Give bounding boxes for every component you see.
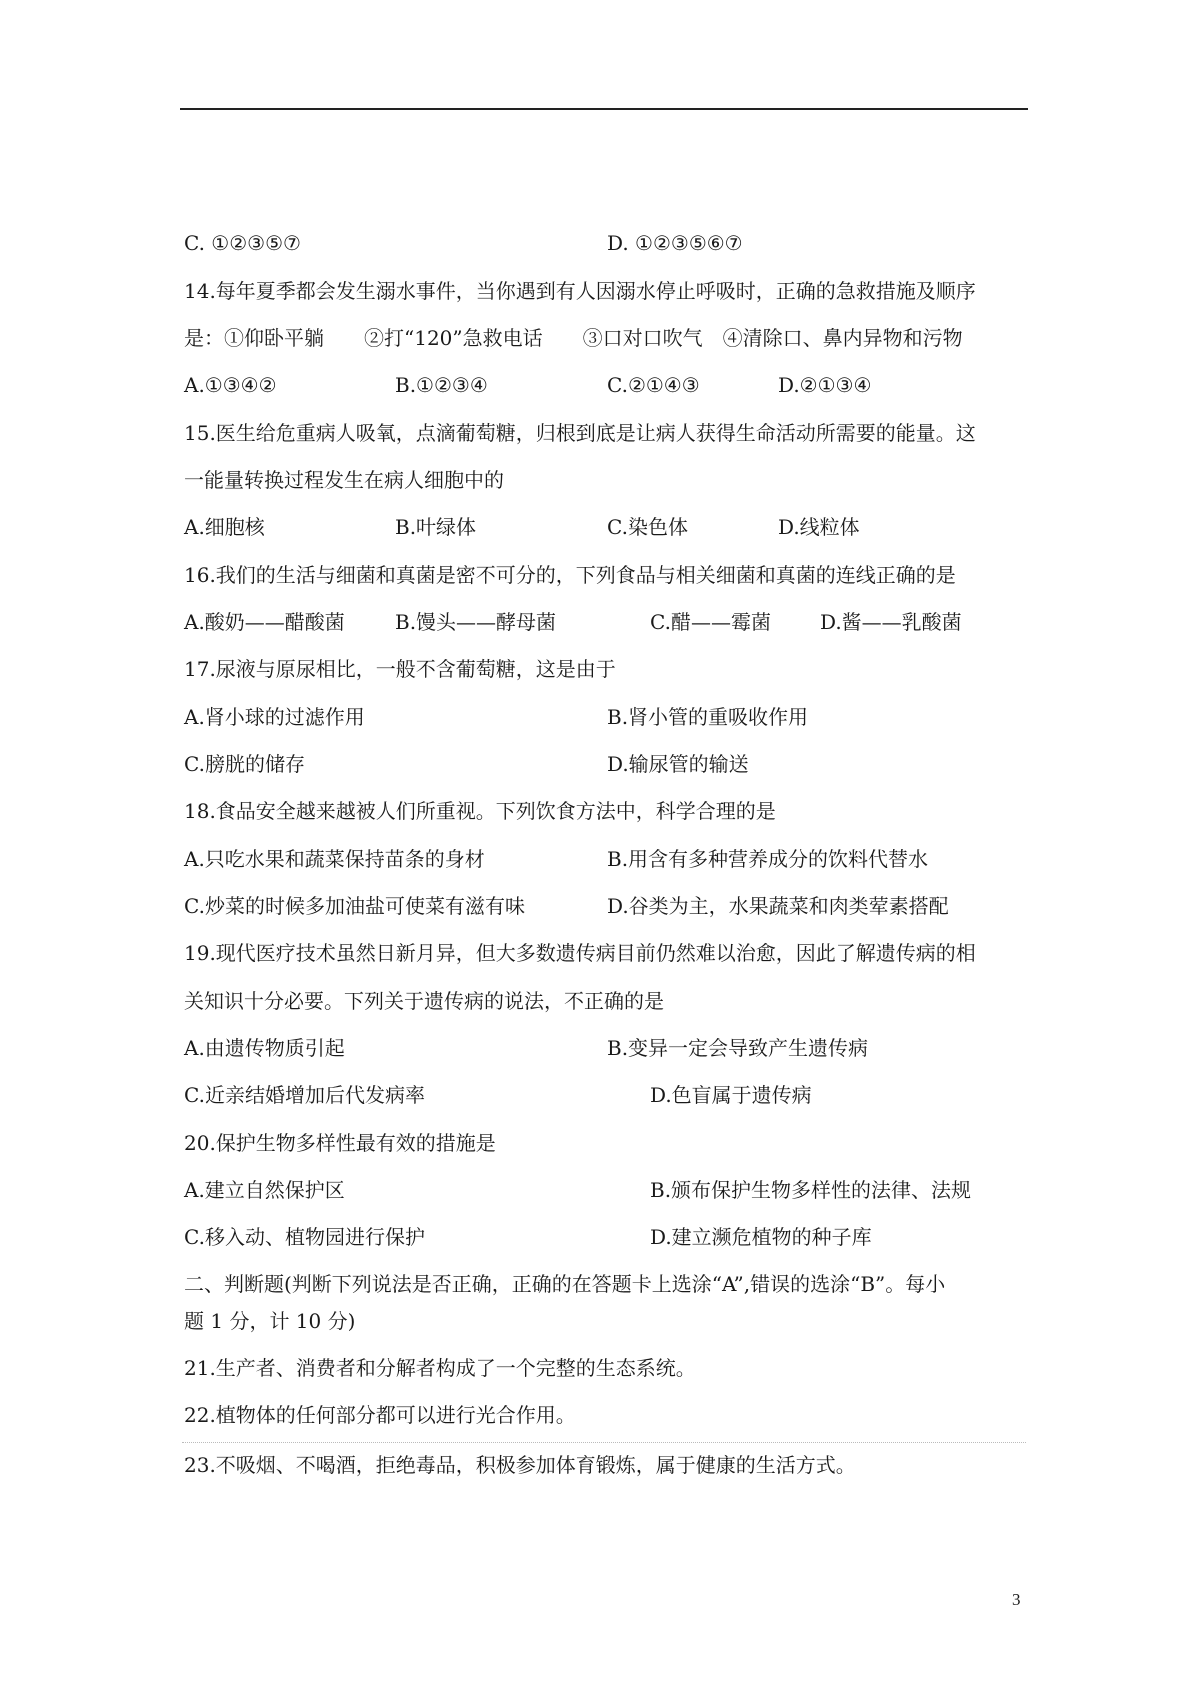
q13-option-d: D. ①②③⑤⑥⑦ [607, 231, 743, 255]
q17-option-b: B.肾小管的重吸收作用 [607, 705, 809, 729]
q17-stem: 17.尿液与原尿相比，一般不含葡萄糖，这是由于 [184, 657, 616, 681]
q18-option-a: A.只吃水果和蔬菜保持苗条的身材 [184, 847, 485, 871]
q19-option-d: D.色盲属于遗传病 [650, 1083, 812, 1107]
q20-option-a: A.建立自然保护区 [184, 1178, 345, 1202]
q18-option-c: C.炒菜的时候多加油盐可使菜有滋有味 [184, 894, 525, 918]
q14-stem-line1: 14.每年夏季都会发生溺水事件，当你遇到有人因溺水停止呼吸时，正确的急救措施及顺序 [184, 279, 976, 303]
q20-stem: 20.保护生物多样性最有效的措施是 [184, 1131, 496, 1155]
q15-stem-line1: 15.医生给危重病人吸氧，点滴葡萄糖，归根到底是让病人获得生命活动所需要的能量。这 [184, 421, 976, 445]
q16-option-b: B.馒头——酵母菌 [395, 610, 557, 634]
q15-option-c: C.染色体 [607, 515, 688, 539]
section2-heading-line2: 题 1 分，计 10 分) [184, 1309, 356, 1333]
q21-statement: 21.生产者、消费者和分解者构成了一个完整的生态系统。 [184, 1356, 696, 1380]
page-number: 3 [1012, 1590, 1021, 1609]
q14-option-c: C.②①④③ [607, 373, 700, 397]
q20-option-d: D.建立濒危植物的种子库 [650, 1225, 872, 1249]
q19-stem-line1: 19.现代医疗技术虽然日新月异，但大多数遗传病目前仍然难以治愈，因此了解遗传病的相 [184, 941, 976, 965]
q13-option-c: C. ①②③⑤⑦ [184, 231, 301, 255]
section2-heading-line1: 二、判断题(判断下列说法是否正确，正确的在答题卡上选涂“A”,错误的选涂“B”。每小 [184, 1272, 946, 1296]
q15-option-d: D.线粒体 [778, 515, 860, 539]
q22-statement: 22.植物体的任何部分都可以进行光合作用。 [184, 1403, 576, 1427]
header-rule [180, 108, 1028, 110]
q17-option-a: A.肾小球的过滤作用 [184, 705, 365, 729]
q20-option-b: B.颁布保护生物多样性的法律、法规 [650, 1178, 972, 1202]
q17-option-c: C.膀胱的储存 [184, 752, 305, 776]
q16-stem: 16.我们的生活与细菌和真菌是密不可分的，下列食品与相关细菌和真菌的连线正确的是 [184, 563, 956, 587]
q18-stem: 18.食品安全越来越被人们所重视。下列饮食方法中，科学合理的是 [184, 799, 776, 823]
dotted-separator [182, 1442, 1026, 1443]
q14-stem-line2: 是：①仰卧平躺 ②打“120”急救电话 ③口对口吹气 ④清除口、鼻内异物和污物 [184, 326, 963, 350]
q15-stem-line2: 一能量转换过程发生在病人细胞中的 [184, 468, 504, 492]
q14-option-b: B.①②③④ [395, 373, 488, 397]
q14-option-a: A.①③④② [184, 373, 277, 397]
q19-option-b: B.变异一定会导致产生遗传病 [607, 1036, 869, 1060]
q19-stem-line2: 关知识十分必要。下列关于遗传病的说法，不正确的是 [184, 989, 664, 1013]
q15-option-a: A.细胞核 [184, 515, 265, 539]
q17-option-d: D.输尿管的输送 [607, 752, 749, 776]
q19-option-c: C.近亲结婚增加后代发病率 [184, 1083, 425, 1107]
q19-option-a: A.由遗传物质引起 [184, 1036, 345, 1060]
q15-option-b: B.叶绿体 [395, 515, 477, 539]
q16-option-a: A.酸奶——醋酸菌 [184, 610, 345, 634]
q23-statement: 23.不吸烟、不喝酒，拒绝毒品，积极参加体育锻炼，属于健康的生活方式。 [184, 1453, 856, 1477]
q20-option-c: C.移入动、植物园进行保护 [184, 1225, 425, 1249]
q16-option-d: D.酱——乳酸菌 [820, 610, 962, 634]
q16-option-c: C.醋——霉菌 [650, 610, 771, 634]
q14-option-d: D.②①③④ [778, 373, 872, 397]
q18-option-d: D.谷类为主，水果蔬菜和肉类荤素搭配 [607, 894, 949, 918]
q18-option-b: B.用含有多种营养成分的饮料代替水 [607, 847, 929, 871]
